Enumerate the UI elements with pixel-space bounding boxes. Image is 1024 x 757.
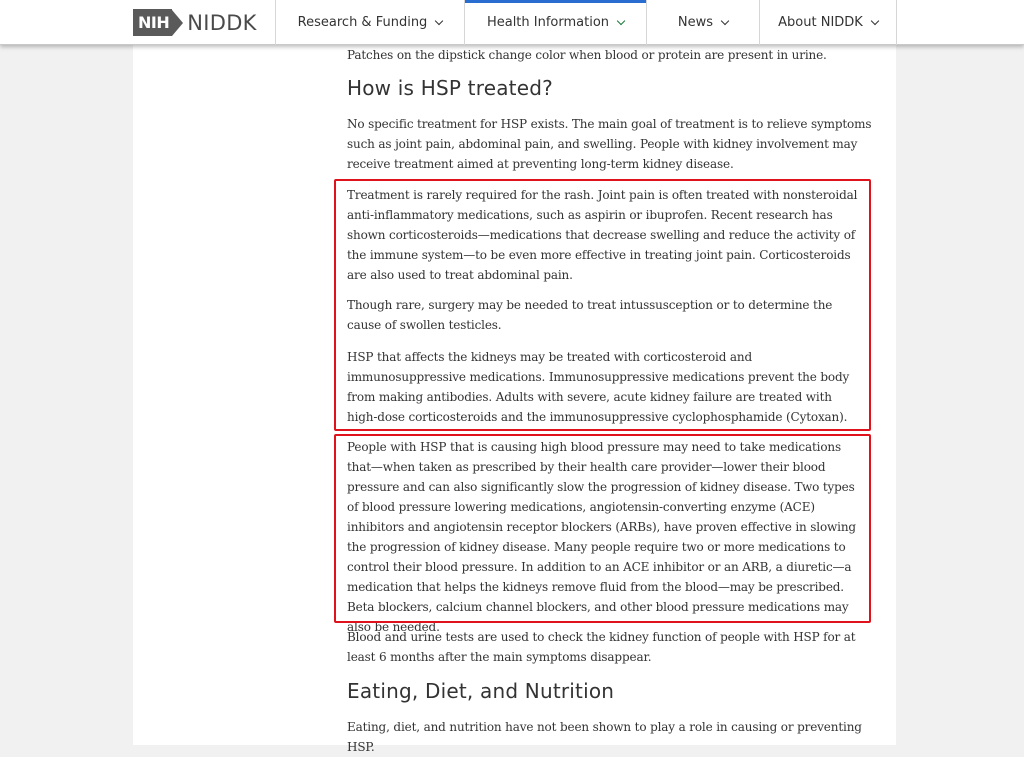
paragraph-rash-joint-pain: Treatment is rarely required for the rash. Joint pain is often treated with nonsteroidal anti-inflammatory medications, such as aspirin or ibuprofen. Recent research has shown corticosteroids—medications that decrease swelling and reduce the activity of the immune system—to be even more effective in treating joint pain. Corticosteroids are also used to treat abdominal pain. [347, 188, 858, 282]
niddk-logo-text: NIDDK [187, 10, 257, 35]
niddk-logo[interactable] [133, 9, 257, 36]
section-heading-treatment: How is HSP treated? [347, 76, 553, 100]
highlight-box-blood-pressure [334, 434, 871, 623]
chevron-down-icon [435, 16, 443, 24]
section-heading-nutrition: Eating, Diet, and Nutrition [347, 679, 615, 703]
chevron-down-icon [721, 16, 729, 24]
paragraph-intro-tail: Patches on the dipstick change color when blood or protein are present in urine. [347, 48, 827, 62]
paragraph-blood-pressure: People with HSP that is causing high blood pressure may need to take medications that—when taken as prescribed by their health care provider—lower their blood pressure and can also significantly slow the progression of kidney disease. Two types of blood pressure lowering medications, angiotensin-converting enzyme (ACE) inhibitors and angiotensin receptor blockers (ARBs), have proven effective in slowing the progression of kidney disease. Many people require two or more medications to control their blood pressure. In addition to an ACE inhibitor or an ARB, a diuretic—a medication that helps the kidneys remove fluid from the blood—may be prescribed. Beta blockers, calcium channel blockers, and other blood pressure medications may also be needed. [347, 440, 856, 634]
nav-research-funding[interactable] [275, 0, 464, 45]
nav-label: About NIDDK [778, 15, 863, 30]
site-header [0, 0, 1024, 45]
nih-arrow-shape [172, 10, 183, 36]
nav-about-niddk[interactable] [759, 0, 897, 45]
paragraph-followup-tests: Blood and urine tests are used to check the kidney function of people with HSP for at least 6 months after the main symptoms disappear. [347, 630, 856, 664]
nav-news[interactable] [646, 0, 759, 45]
chevron-down-icon [871, 16, 879, 24]
paragraph-kidney-medications: HSP that affects the kidneys may be treated with corticosteroid and immunosuppressive medications. Immunosuppressive medications prevent the body from making antibodies. Adults with severe, acute kidney failure are treated with high-dose corticosteroids and the immunosuppressive cyclophosphamide (Cytoxan). [347, 350, 850, 424]
nav-label: News [677, 15, 714, 30]
paragraph-treatment-goal: No specific treatment for HSP exists. The main goal of treatment is to relieve symptoms such as joint pain, abdominal pain, and swelling. People with kidney involvement may receive treatment aimed at preventing long-term kidney disease. [347, 117, 872, 171]
nav-health-information[interactable] [464, 0, 646, 45]
nav-label: Health Information [486, 15, 610, 30]
paragraph-surgery: Though rare, surgery may be needed to treat intussusception or to determine the cause of swollen testicles. [347, 298, 833, 332]
nav-label: Research & Funding [297, 15, 428, 30]
highlight-box-treatment [334, 179, 871, 431]
paragraph-nutrition: Eating, diet, and nutrition have not been shown to play a role in causing or preventing HSP. [347, 720, 862, 754]
chevron-down-icon [617, 16, 625, 24]
nih-badge [133, 9, 183, 36]
nih-logo-text: NIH [133, 9, 172, 36]
main-nav [275, 0, 897, 45]
